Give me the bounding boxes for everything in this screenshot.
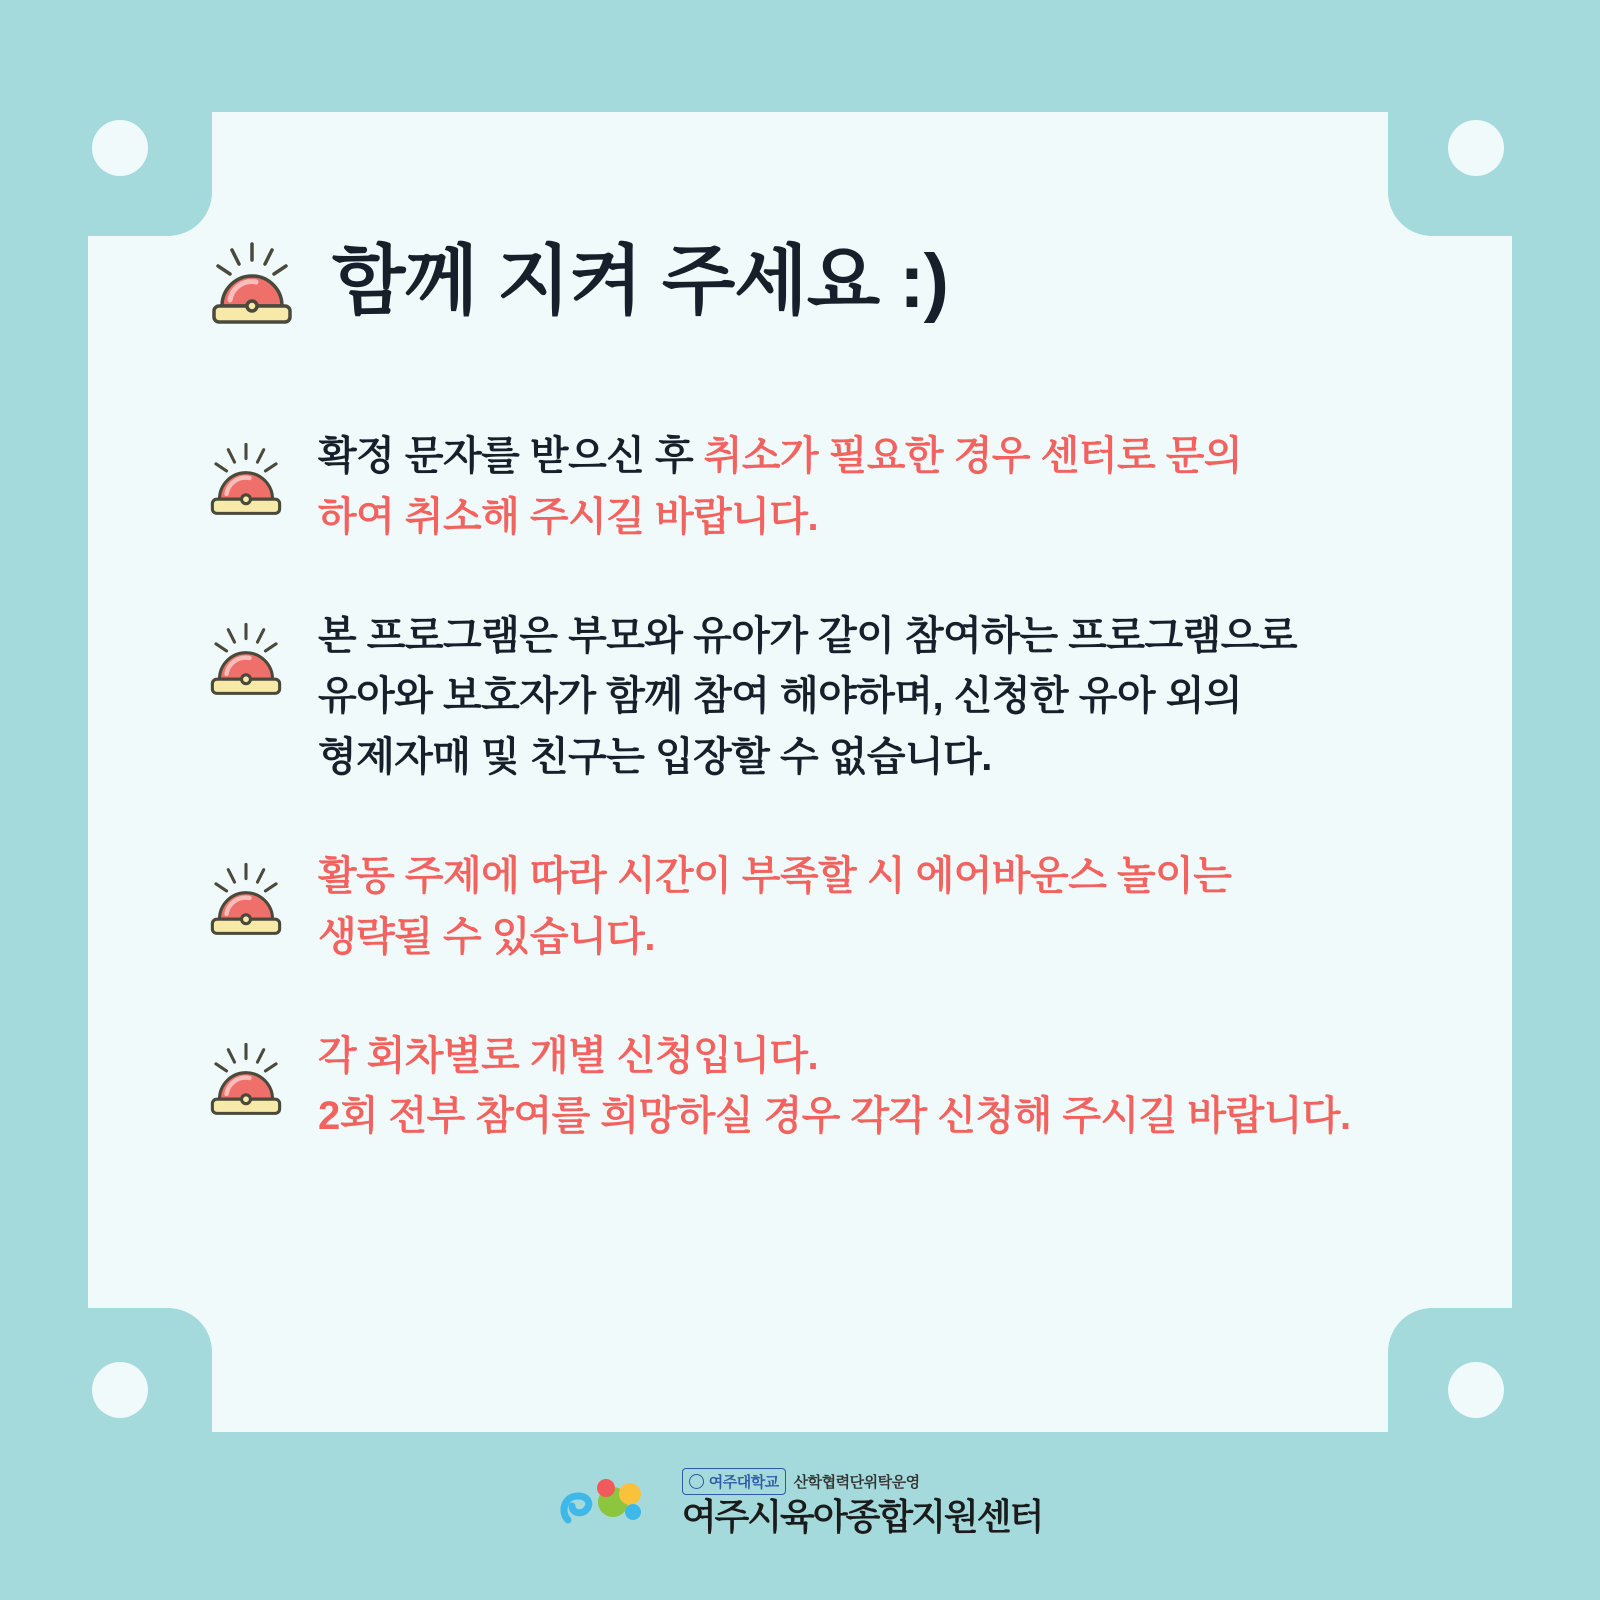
siren-icon (200, 230, 304, 334)
notice-item (200, 846, 1440, 968)
notice-item (200, 426, 1440, 548)
logo-text-group (682, 1468, 1043, 1539)
notice-segment: 취소가 필요한 경우 센터로 문의 (703, 434, 1242, 478)
notice-content (200, 230, 1440, 1205)
notice-line (318, 487, 1242, 548)
notice-item (200, 606, 1440, 788)
organization-name: 여주시육아종합지원센터 (681, 1496, 1043, 1537)
corner-hole-top-left (92, 120, 148, 176)
corner-hole-bottom-right (1448, 1362, 1504, 1418)
notice-item (200, 1026, 1440, 1148)
university-name: 여주대학교 (708, 1474, 779, 1491)
swirl-logo-icon (558, 1472, 668, 1539)
university-badge (682, 1468, 786, 1495)
notice-text (318, 846, 1231, 968)
notice-line: 유아와 보호자가 함께 참여 해야하며, 신청한 유아 외의 (318, 674, 1242, 719)
notice-segment: 확정 문자를 받으신 후 (318, 434, 704, 478)
notice-line: 본 프로그램은 부모와 유아가 같이 참여하는 프로그램으로 (318, 613, 1298, 658)
notice-line: 생략될 수 있습니다. (318, 914, 655, 959)
notice-text (318, 606, 1297, 788)
notice-line: 형제자매 및 친구는 입장할 수 없습니다. (318, 735, 992, 780)
notice-line (318, 426, 1242, 487)
notice-segment: 하여 취소해 주시길 바랍니다. (318, 494, 819, 539)
siren-icon (200, 1026, 292, 1124)
notice-line: 2회 전부 참여를 희망하실 경우 각각 신청해 주시길 바랍니다. (318, 1094, 1351, 1139)
corner-hole-bottom-left (92, 1362, 148, 1418)
footer (0, 1468, 1600, 1539)
notice-line: 활동 주제에 따라 시간이 부족할 시 에어바운스 놀이는 (318, 853, 1232, 898)
operation-note: 산학협력단위탁운영 (793, 1474, 920, 1491)
siren-icon (200, 426, 292, 524)
notice-line: 각 회차별로 개별 신청입니다. (318, 1033, 819, 1078)
organization-logo (558, 1468, 1043, 1539)
notice-text (318, 426, 1242, 548)
siren-icon (200, 846, 292, 944)
shield-icon (689, 1474, 704, 1489)
siren-icon (200, 606, 292, 704)
corner-hole-top-right (1448, 120, 1504, 176)
logo-top-row (682, 1468, 1043, 1495)
notice-text (318, 1026, 1351, 1148)
page-title-row (200, 230, 1440, 334)
page-title: 함께 지켜 주세요 :) (332, 239, 948, 324)
